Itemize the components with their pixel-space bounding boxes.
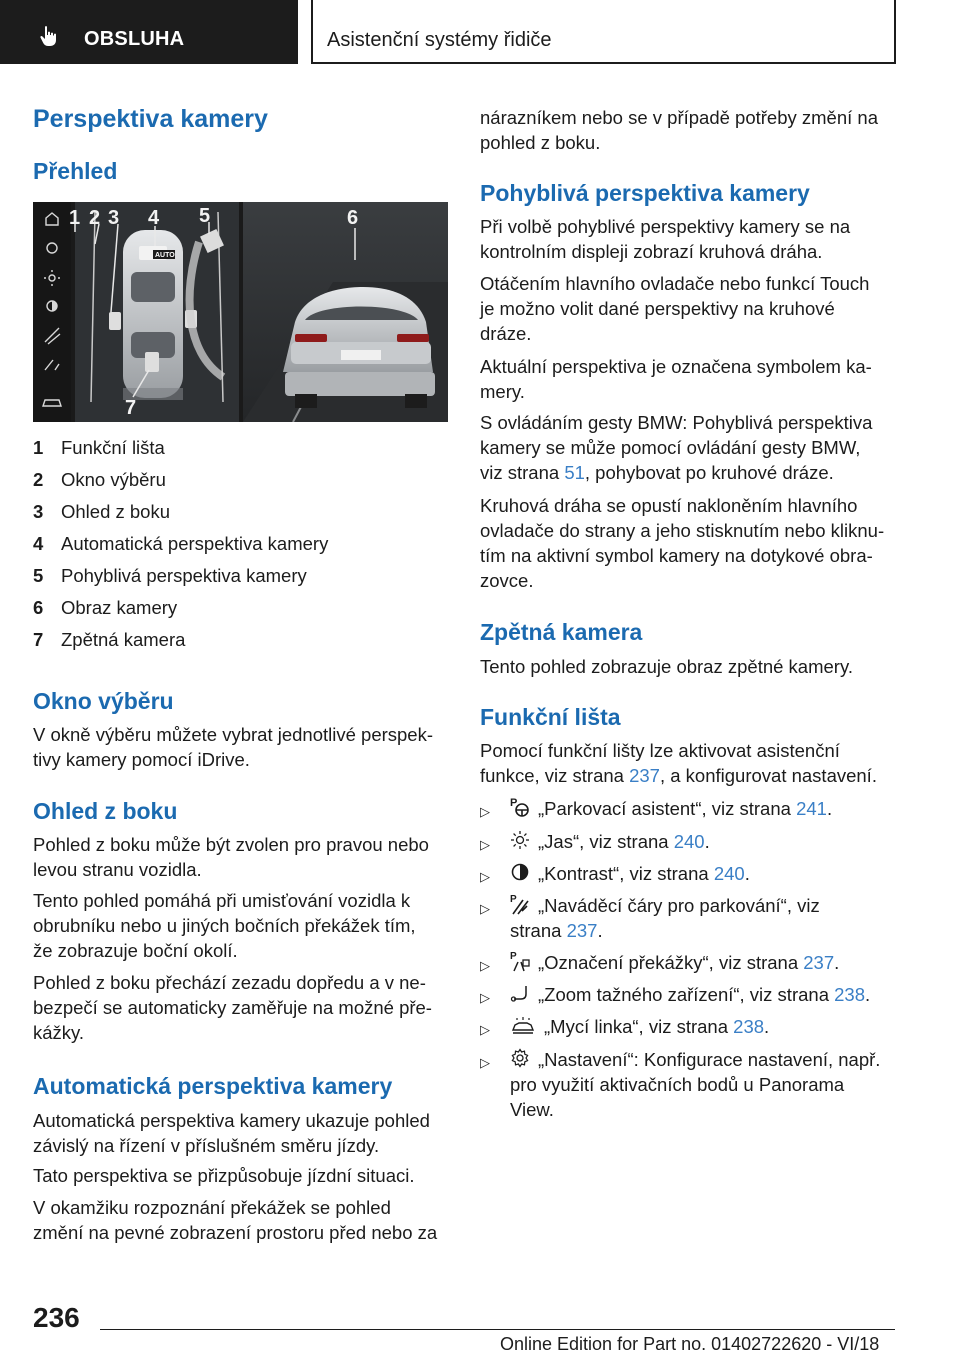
callout-5: 5 xyxy=(199,205,211,227)
zpet-paragraph: Tento pohled zobrazuje obraz zpětné kamery. xyxy=(480,656,853,677)
bullet-triangle-icon: ▷ xyxy=(480,1022,490,1037)
legend-item: 2 Okno výběru xyxy=(33,469,166,490)
ohled-paragraph-3: Pohled z boku přechází zezadu dopředu a v ne- bezpečí se automaticky zaměřuje na možné pře- kážky. xyxy=(33,972,432,1043)
page-number: 236 xyxy=(33,1302,80,1333)
legend-item: 3 Ohled z boku xyxy=(33,501,171,522)
auto-paragraph-3: V okamžiku rozpoznání překážek se pohled změní na pevné zobrazení prostoru před nebo za xyxy=(33,1197,438,1243)
ohled-paragraph-1: Pohled z boku může být zvolen pro pravou nebo levou stranu vozidla. xyxy=(33,834,429,880)
bullet-triangle-icon: ▷ xyxy=(480,837,490,852)
funk-paragraph: Pomocí funkční lišty lze aktivovat asistenční funkce, viz strana 237, a konfigurovat nastavení. xyxy=(480,740,877,786)
legend-item: 1 Funkční lišta xyxy=(33,437,165,458)
trailer-hitch-icon xyxy=(510,982,530,1004)
page-link-237[interactable]: 237 xyxy=(803,952,835,973)
pohyb-paragraph-4: S ovládáním gesty BMW: Pohyblivá perspektiva kamery se může pomocí ovládání gesty BMW, viz strana 51, pohybovat po kruhové dráze. xyxy=(480,412,873,483)
auto-paragraph-1: Automatická perspektiva kamery ukazuje pohled závislý na řízení v příslušném směru jízdy. xyxy=(33,1110,430,1156)
settings-icon xyxy=(510,1047,530,1069)
page-link-240[interactable]: 240 xyxy=(673,831,705,852)
callout-6: 6 xyxy=(347,207,359,229)
auto-badge-label: AUTO xyxy=(155,252,175,259)
header-section-label: OBSLUHA xyxy=(84,28,185,50)
pohyb-paragraph-1: Při volbě pohyblivé perspektivy kamery se na kontrolním displeji zobrazí kruhová dráha. xyxy=(480,216,851,262)
callout-1: 1 xyxy=(69,207,81,229)
callout-4: 4 xyxy=(148,207,160,229)
bullet-triangle-icon: ▷ xyxy=(480,869,490,884)
zpet-heading: Zpětná kamera xyxy=(480,619,643,645)
contrast-icon xyxy=(510,861,530,883)
bullet-triangle-icon: ▷ xyxy=(480,990,490,1005)
page-link-237[interactable]: 237 xyxy=(629,765,660,786)
ohled-paragraph-2: Tento pohled pomáhá při umisťování vozidla k obrubníku nebo u jiných bočních překážek tím, že zobrazuje boční okolí. xyxy=(33,890,416,961)
okno-paragraph: V okně výběru můžete vybrat jednotlivé perspek- tivy kamery pomocí iDrive. xyxy=(33,724,434,770)
footer-edition: Online Edition for Part no. 01402722620 - VI/18 xyxy=(500,1334,880,1354)
header-chapter-label: Asistenční systémy řidiče xyxy=(327,29,552,51)
bullet-triangle-icon: ▷ xyxy=(480,958,490,973)
page-title: Perspektiva kamery xyxy=(33,105,268,133)
bullet-triangle-icon: ▷ xyxy=(480,901,490,916)
bullet-triangle-icon: ▷ xyxy=(480,1055,490,1070)
hand-pointer-icon xyxy=(38,25,60,47)
bullet-triangle-icon: ▷ xyxy=(480,804,490,819)
svg-text:P: P xyxy=(510,894,517,905)
camera-view-figure xyxy=(33,202,448,422)
continued-paragraph: nárazníkem nebo se v případě potřeby změní na pohled z boku. xyxy=(480,107,878,153)
svg-text:P: P xyxy=(510,951,517,962)
callout-7: 7 xyxy=(125,397,137,419)
pohyb-paragraph-3: Aktuální perspektiva je označena symbolem ka- mery. xyxy=(480,356,872,402)
page-link-241[interactable]: 241 xyxy=(796,798,827,819)
callout-2: 2 xyxy=(89,207,101,229)
callout-3: 3 xyxy=(108,207,120,229)
legend-item: 7 Zpětná kamera xyxy=(33,629,186,650)
pohyb-paragraph-2: Otáčením hlavního ovladače nebo funkcí Touch je možno volit dané perspektivy na kruhové dráze. xyxy=(480,273,870,344)
parking-lines-icon xyxy=(510,893,530,915)
overview-heading: Přehled xyxy=(33,158,118,184)
footer-divider xyxy=(100,1329,895,1330)
ohled-heading: Ohled z boku xyxy=(33,798,178,824)
svg-text:P: P xyxy=(510,797,518,809)
camera-view-illustration xyxy=(33,202,448,422)
page-link-238[interactable]: 238 xyxy=(834,984,865,1005)
page-link-51[interactable]: 51 xyxy=(564,462,585,483)
page-link-237[interactable]: 237 xyxy=(566,920,598,941)
legend-item: 4 Automatická perspektiva kamery xyxy=(33,533,329,554)
funk-heading: Funkční lišta xyxy=(480,704,621,730)
page-link-240[interactable]: 240 xyxy=(713,863,745,884)
brightness-icon xyxy=(510,829,530,851)
header-chapter-tab xyxy=(311,0,896,64)
auto-heading: Automatická perspektiva kamery xyxy=(33,1073,393,1099)
car-wash-icon xyxy=(510,1014,536,1036)
legend-item: 5 Pohyblivá perspektiva kamery xyxy=(33,565,307,586)
pohyb-paragraph-5: Kruhová dráha se opustí nakloněním hlavního ovladače do strany a jeho stisknutím nebo kliknu- tím na aktivní symbol kamery na dotykové obra- zovce. xyxy=(480,495,885,591)
auto-paragraph-2: Tato perspektiva se přizpůsobuje jízdní situaci. xyxy=(33,1165,415,1186)
pohyb-heading: Pohyblivá perspektiva kamery xyxy=(480,180,810,206)
parking-assistant-icon xyxy=(510,796,530,818)
obstacle-marking-icon xyxy=(510,950,530,972)
page-link-238[interactable]: 238 xyxy=(733,1016,765,1037)
legend-item: 6 Obraz kamery xyxy=(33,597,178,618)
header-section-tab xyxy=(0,0,298,64)
okno-heading: Okno výběru xyxy=(33,688,174,714)
